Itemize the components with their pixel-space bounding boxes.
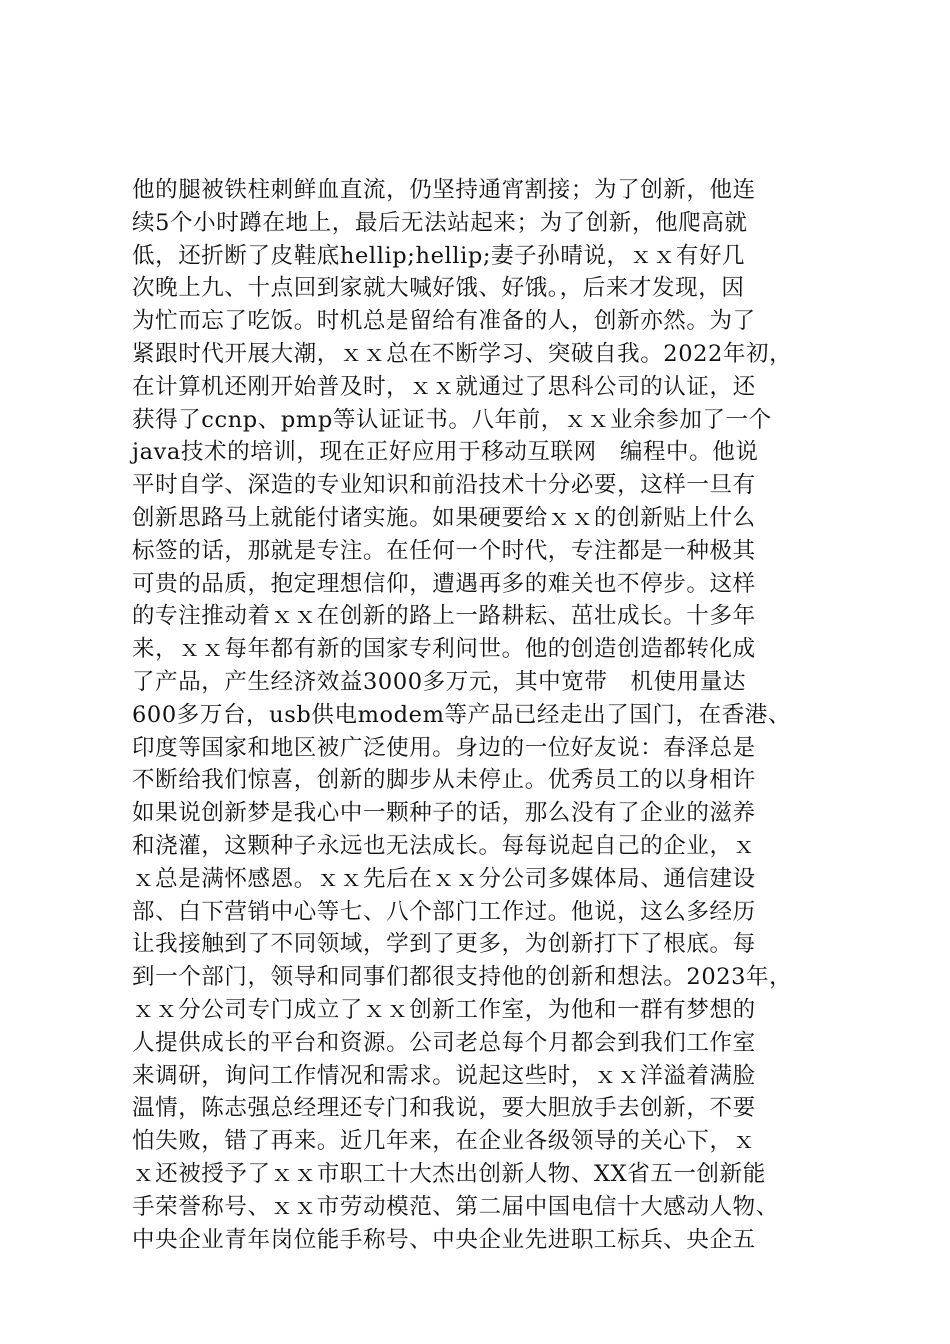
text-line: 印度等国家和地区被广泛使用。身边的一位好友说：春泽总是 [132,734,756,761]
text-line: 到一个部门，领导和同事们都很支持他的创新和想法。2023年， [132,964,793,991]
text-line: 中央企业青年岗位能手称号、中央企业先进职工标兵、央企五 [132,1226,756,1253]
text-line: 他的腿被铁柱刺鲜血直流，仍坚持通宵割接；为了创新，他连 [132,177,756,203]
text-line: 600多万台，usb供电modem等产品已经走出了国门，在香港、 [132,701,792,728]
text-line: 手荣誉称号、ｘｘ市劳动模范、第二届中国电信十大感动人物、 [132,1193,779,1220]
text-line: 不断给我们惊喜，创新的脚步从未停止。优秀员工的以身相许 [132,767,756,794]
text-line: 续5个小时蹲在地上，最后无法站起来；为了创新，他爬高就 [132,209,748,236]
text-line: 了产品，产生经济效益3000多万元，其中宽带 机使用量达 [132,668,747,695]
text-line: 为忙而忘了吃饭。时机总是留给有准备的人，创新亦然。为了 [132,308,756,335]
text-line: ｘ总是满怀感恩。ｘｘ先后在ｘｘ分公司多媒体局、通信建设 [132,865,756,892]
text-line: 低，还折断了皮鞋底hellip;hellip;妻子孙晴说，ｘｘ有好几 [132,242,746,269]
text-line: 紧跟时代开展大潮，ｘｘ总在不断学习、突破自我。2022年初， [132,340,793,367]
text-line: 温情，陈志强总经理还专门和我说，要大胆放手去创新，不要 [132,1095,756,1122]
text-line: 在计算机还刚开始普及时，ｘｘ就通过了思科公司的认证，还 [132,373,756,400]
text-line: ｘｘ分公司专门成立了ｘｘ创新工作室，为他和一群有梦想的 [132,996,756,1023]
text-line: 怕失败，错了再来。近几年来，在企业各级领导的关心下，ｘ [132,1128,756,1155]
text-line: 来调研，询问工作情况和需求。说起这些时，ｘｘ洋溢着满脸 [132,1062,756,1089]
text-line: java技术的培训，现在正好应用于移动互联网 编程中。他说 [132,439,759,466]
text-line: 的专注推动着ｘｘ在创新的路上一路耕耘、茁壮成长。十多年 [132,603,756,630]
text-line: 来，ｘｘ每年都有新的国家专利问世。他的创造创造都转化成 [132,636,756,663]
text-line: 创新思路马上就能付诸实施。如果硬要给ｘｘ的创新贴上什么 [132,504,756,531]
body-text [132,174,832,1256]
text-line: 如果说创新梦是我心中一颗种子的话，那么没有了企业的滋养 [132,800,756,827]
text-line: 获得了ccnp、pmp等认证证书。八年前，ｘｘ业余参加了一个 [132,406,772,433]
text-line: 可贵的品质，抱定理想信仰，遭遇再多的难关也不停步。这样 [132,570,756,597]
text-line: ｘ还被授予了ｘｘ市职工十大杰出创新人物、XX省五一创新能 [132,1160,766,1187]
text-line: 次晚上九、十点回到家就大喊好饿、好饿。，后来才发现，因 [132,275,745,302]
text-line: 人提供成长的平台和资源。公司老总每个月都会到我们工作室 [132,1029,756,1056]
text-line: 让我接触到了不同领域，学到了更多，为创新打下了根底。每 [132,931,756,958]
text-line: 平时自学、深造的专业知识和前沿技术十分必要，这样一旦有 [132,472,756,499]
text-line: 部、白下营销中心等七、八个部门工作过。他说，这么多经历 [132,898,756,925]
text-line: 标签的话，那就是专注。在任何一个时代，专注都是一种极其 [132,537,756,564]
text-line: 和浇灌，这颗种子永远也无法成长。每每说起自己的企业，ｘ [132,832,756,859]
